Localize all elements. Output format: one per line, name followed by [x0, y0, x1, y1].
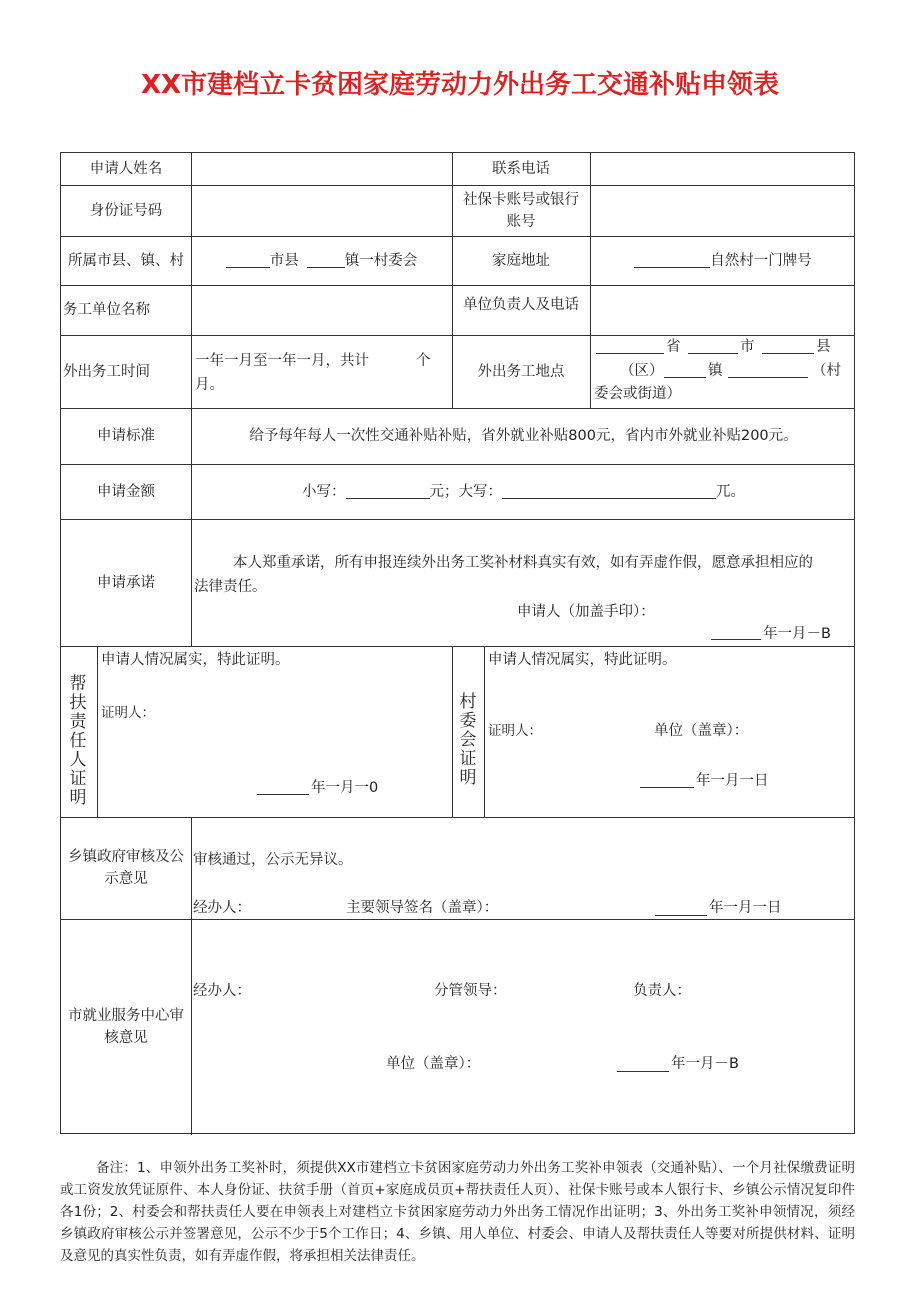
name-label: 申请人姓名	[89, 161, 163, 177]
place-cun: （村	[812, 363, 841, 379]
center-label: 市就业服务中心审核意见	[68, 1008, 184, 1046]
phone-field[interactable]	[590, 153, 856, 185]
town-text: 审核通过，公示无异议。	[193, 852, 353, 868]
village-text: 申请人情况属实，特此证明。	[488, 652, 677, 668]
promise-block	[191, 519, 856, 646]
center-date: 年一月－B	[671, 1056, 739, 1072]
center-handler: 经办人：	[193, 983, 251, 999]
employer-head-label: 单位负责人及电话	[463, 297, 579, 313]
form-title: XX市建档立卡贫困家庭劳动力外出务工交通补贴申领表	[140, 70, 780, 100]
helper-signer: 证明人：	[101, 705, 155, 721]
application-form-table	[60, 152, 855, 1134]
amount-small: 小写：	[302, 483, 346, 500]
town-date: 年一月一日	[709, 900, 782, 916]
village-date: 年一月一日	[696, 773, 769, 789]
work-time-text: 一年一月至一年一月，共计	[195, 353, 369, 369]
employer-label: 务工单位名称	[63, 302, 150, 318]
village-block	[484, 646, 856, 817]
name-field[interactable]	[191, 153, 452, 185]
work-place-field[interactable]	[590, 335, 856, 408]
region-town: 镇一村委会	[344, 252, 418, 269]
promise-label: 申请承诺	[97, 574, 155, 591]
town-label: 乡镇政府审核及公示意见	[68, 849, 184, 887]
id-field[interactable]	[191, 185, 452, 236]
helper-block	[97, 646, 452, 817]
phone-label: 联系电话	[492, 161, 550, 177]
village-label: 村委会证明	[459, 692, 477, 788]
village-signer: 证明人：	[488, 723, 542, 739]
employer-field[interactable]	[191, 285, 452, 335]
bank-field[interactable]	[590, 185, 856, 236]
town-block	[191, 817, 856, 919]
promise-text: 本人郑重承诺，所有申报连续外出务工奖补材料真实有效，如有弄虚作假，愿意承担相应的	[233, 555, 813, 571]
address-suffix: 自然村一门牌号	[710, 252, 812, 269]
region-label: 所属市县、镇、村	[68, 252, 184, 269]
work-time-unit: 个	[416, 353, 431, 369]
place-prov: 省	[666, 339, 681, 355]
place-county: 县	[816, 339, 831, 355]
helper-date: 年一月一0	[311, 780, 379, 796]
promise-signer: 申请人（加盖手印）：	[517, 604, 655, 620]
work-place-label: 外出务工地点	[477, 363, 565, 380]
place-end: 委会或街道）	[594, 386, 681, 402]
center-leader: 分管领导：	[434, 983, 507, 999]
amount-label: 申请金额	[97, 483, 155, 500]
standard-label: 申请标准	[97, 428, 155, 444]
center-block	[191, 919, 856, 1135]
town-leader: 主要领导签名（盖章）：	[346, 900, 499, 916]
center-unit: 单位（盖章）：	[386, 1056, 481, 1072]
place-district: （区）	[620, 363, 664, 379]
id-label: 身份证号码	[89, 202, 163, 219]
work-time-end: 月。	[195, 377, 224, 393]
region-city: 市县	[269, 252, 299, 269]
employer-head-field[interactable]	[590, 285, 856, 335]
place-city: 市	[740, 339, 755, 355]
promise-date: 年一月－B	[763, 626, 831, 642]
center-head: 负责人：	[633, 983, 691, 999]
amount-yuan: 元；大写：	[429, 483, 502, 500]
bank-label: 社保卡账号或银行账号	[463, 191, 579, 230]
region-field[interactable]	[191, 236, 452, 285]
amount-field[interactable]	[191, 464, 856, 519]
work-time-label: 外出务工时间	[63, 363, 150, 380]
remarks-note: 备注：1、申领外出务工奖补时，须提供XX市建档立卡贫困家庭劳动力外出务工奖补申领表（交通补贴）、一个月社保缴费证明或工资发放凭证原件、本人身份证、扶贫手册（首页+家庭成员页+帮扶责任人页）、社保卡账号或本人银行卡、乡镇公示情况复印件各1份；2、村委会和帮扶责任人要在申领表上对建档立卡贫困家庭劳动力外出务工情况作出证明；3、外出务工奖补申领情况，须经乡镇政府审核公示并签署意见，公示不少于5个工作日；4、乡镇、用人单位、村委会、申请人及帮扶责任人等要对所提供材料、证明及意见的真实性负责，如有弄虚作假，将承担相关法律责任。	[60, 1160, 855, 1264]
amount-end: 兀。	[716, 483, 745, 500]
village-unit: 单位（盖章）：	[654, 723, 749, 739]
place-zhen: 镇	[708, 363, 723, 379]
helper-text: 申请人情况属实，特此证明。	[101, 652, 290, 668]
address-field[interactable]	[590, 236, 856, 285]
helper-label: 帮扶责任人证明	[69, 674, 87, 808]
promise-text2: 法律责任。	[194, 579, 267, 595]
town-handler: 经办人：	[193, 900, 251, 916]
address-label: 家庭地址	[492, 252, 550, 269]
standard-text: 给予每年每人一次性交通补贴补贴，省外就业补贴800元，省内市外就业补贴200元。	[249, 428, 798, 444]
work-time-field[interactable]	[191, 335, 452, 408]
